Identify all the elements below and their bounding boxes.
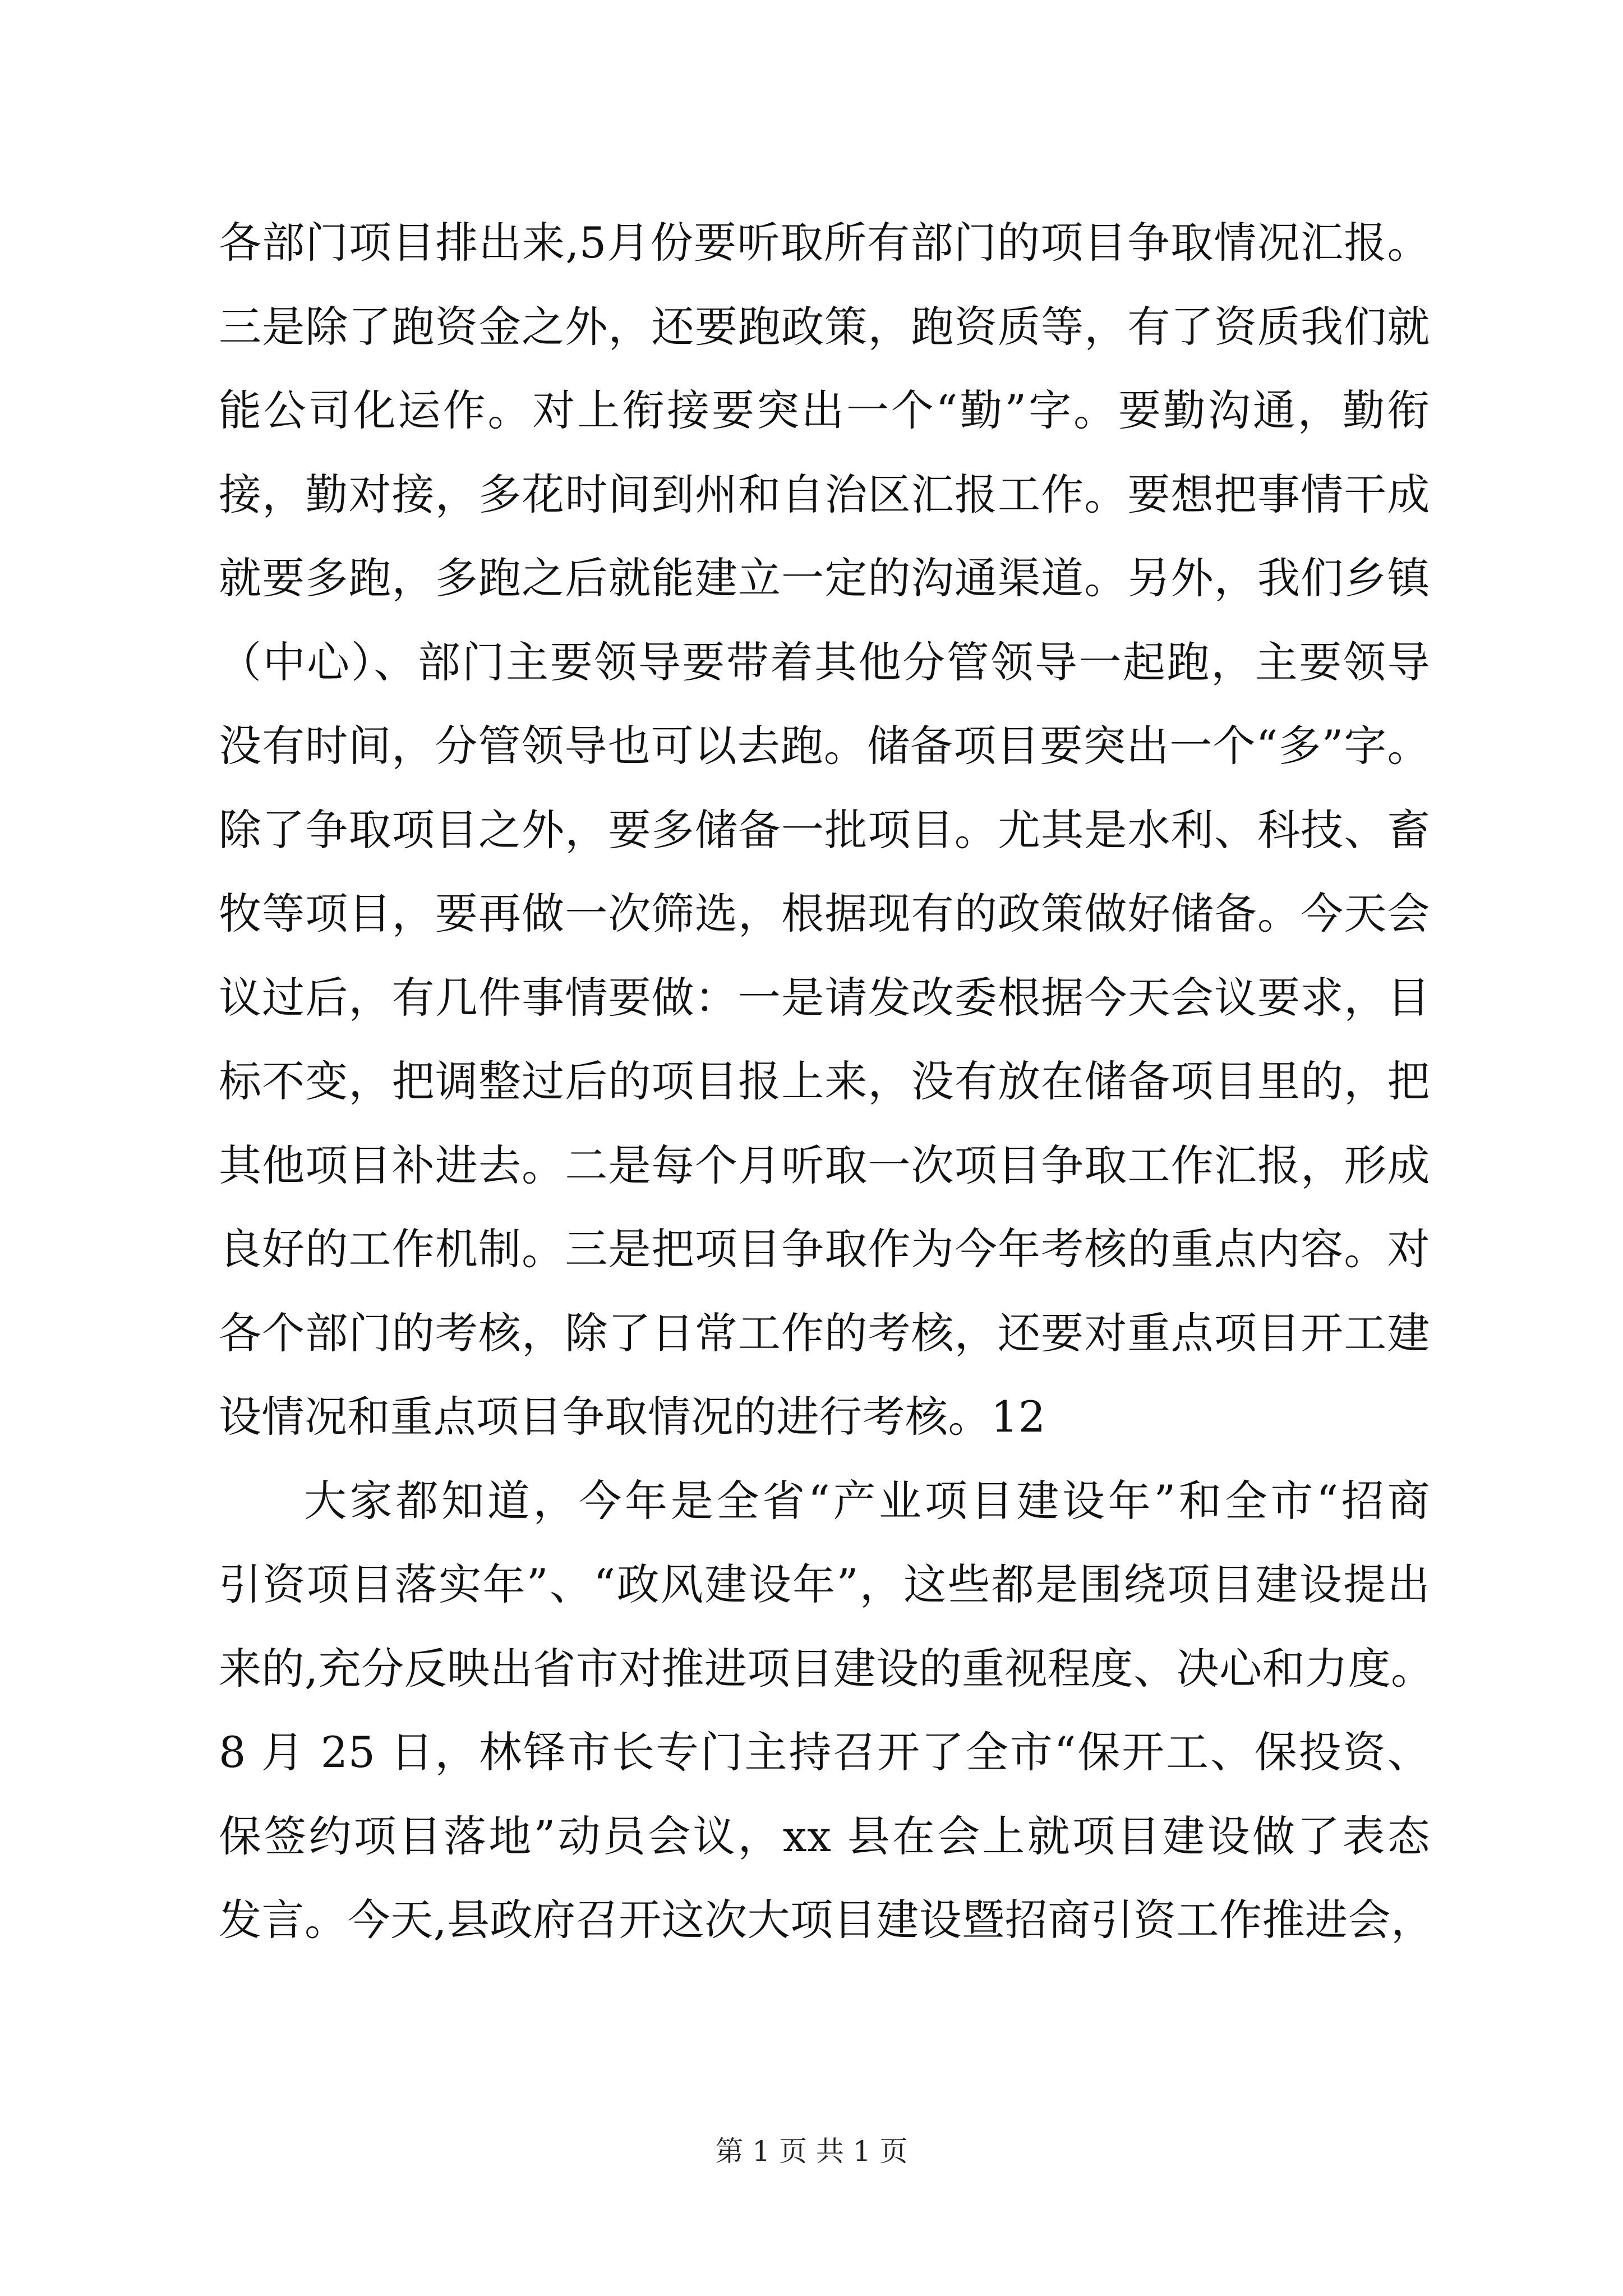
paragraph-2 xyxy=(219,1459,1434,1962)
page-number: 第 1 页 共 1 页 xyxy=(715,2135,908,2168)
text-line: 设情况和重点项目争取情况的进行考核。12 xyxy=(219,1392,1046,1442)
text-line: 没有时间，分管领导也可以去跑。储备项目要突出一个“多”字。 xyxy=(219,721,1430,771)
text-line: （中心）、部门主要领导要带着其他分管领导一起跑，主要领导 xyxy=(219,637,1430,687)
text-line: 引资项目落实年”、“政风建设年”，这些都是围绕项目建设提出 xyxy=(219,1559,1430,1609)
text-line: 标不变，把调整过后的项目报上来，没有放在储备项目里的，把 xyxy=(219,1056,1430,1106)
text-line: 8 月 25 日，林铎市长专门主持召开了全市“保开工、保投资、 xyxy=(219,1727,1430,1777)
text-line: 牧等项目，要再做一次筛选，根据现有的政策做好储备。今天会 xyxy=(219,889,1430,938)
text-line: 议过后，有几件事情要做：一是请发改委根据今天会议要求，目 xyxy=(219,972,1430,1023)
text-line: 保签约项目落地”动员会议，xx 县在会上就项目建设做了表态 xyxy=(219,1811,1430,1861)
text-line: 三是除了跑资金之外，还要跑政策，跑资质等，有了资质我们就 xyxy=(219,301,1430,352)
paragraph-1 xyxy=(219,201,1430,1459)
text-line: 其他项目补进去。二是每个月听取一次项目争取工作汇报，形成 xyxy=(219,1140,1430,1190)
text-line: 能公司化运作。对上衔接要突出一个“勤”字。要勤沟通，勤衔 xyxy=(219,385,1430,435)
text-line: 来的,充分反映出省市对推进项目建设的重视程度、决心和力度。 xyxy=(219,1643,1434,1694)
text-line: 各部门项目排出来,5月份要听取所有部门的项目争取情况汇报。 xyxy=(219,218,1430,268)
document-body xyxy=(219,201,1434,1962)
text-line: 除了争取项目之外，要多储备一批项目。尤其是水利、科技、畜 xyxy=(219,804,1430,855)
text-line: 就要多跑，多跑之后就能建立一定的沟通渠道。另外，我们乡镇 xyxy=(219,553,1430,603)
text-line: 大家都知道，今年是全省“产业项目建设年”和全市“招商 xyxy=(304,1475,1430,1526)
text-line: 各个部门的考核，除了日常工作的考核，还要对重点项目开工建 xyxy=(219,1308,1430,1358)
text-line: 接，勤对接，多花时间到州和自治区汇报工作。要想把事情干成 xyxy=(219,469,1430,519)
page-footer xyxy=(0,2134,1623,2168)
text-line: 发言。今天,县政府召开这次大项目建设暨招商引资工作推进会， xyxy=(219,1895,1434,1945)
text-line: 良好的工作机制。三是把项目争取作为今年考核的重点内容。对 xyxy=(219,1224,1430,1274)
